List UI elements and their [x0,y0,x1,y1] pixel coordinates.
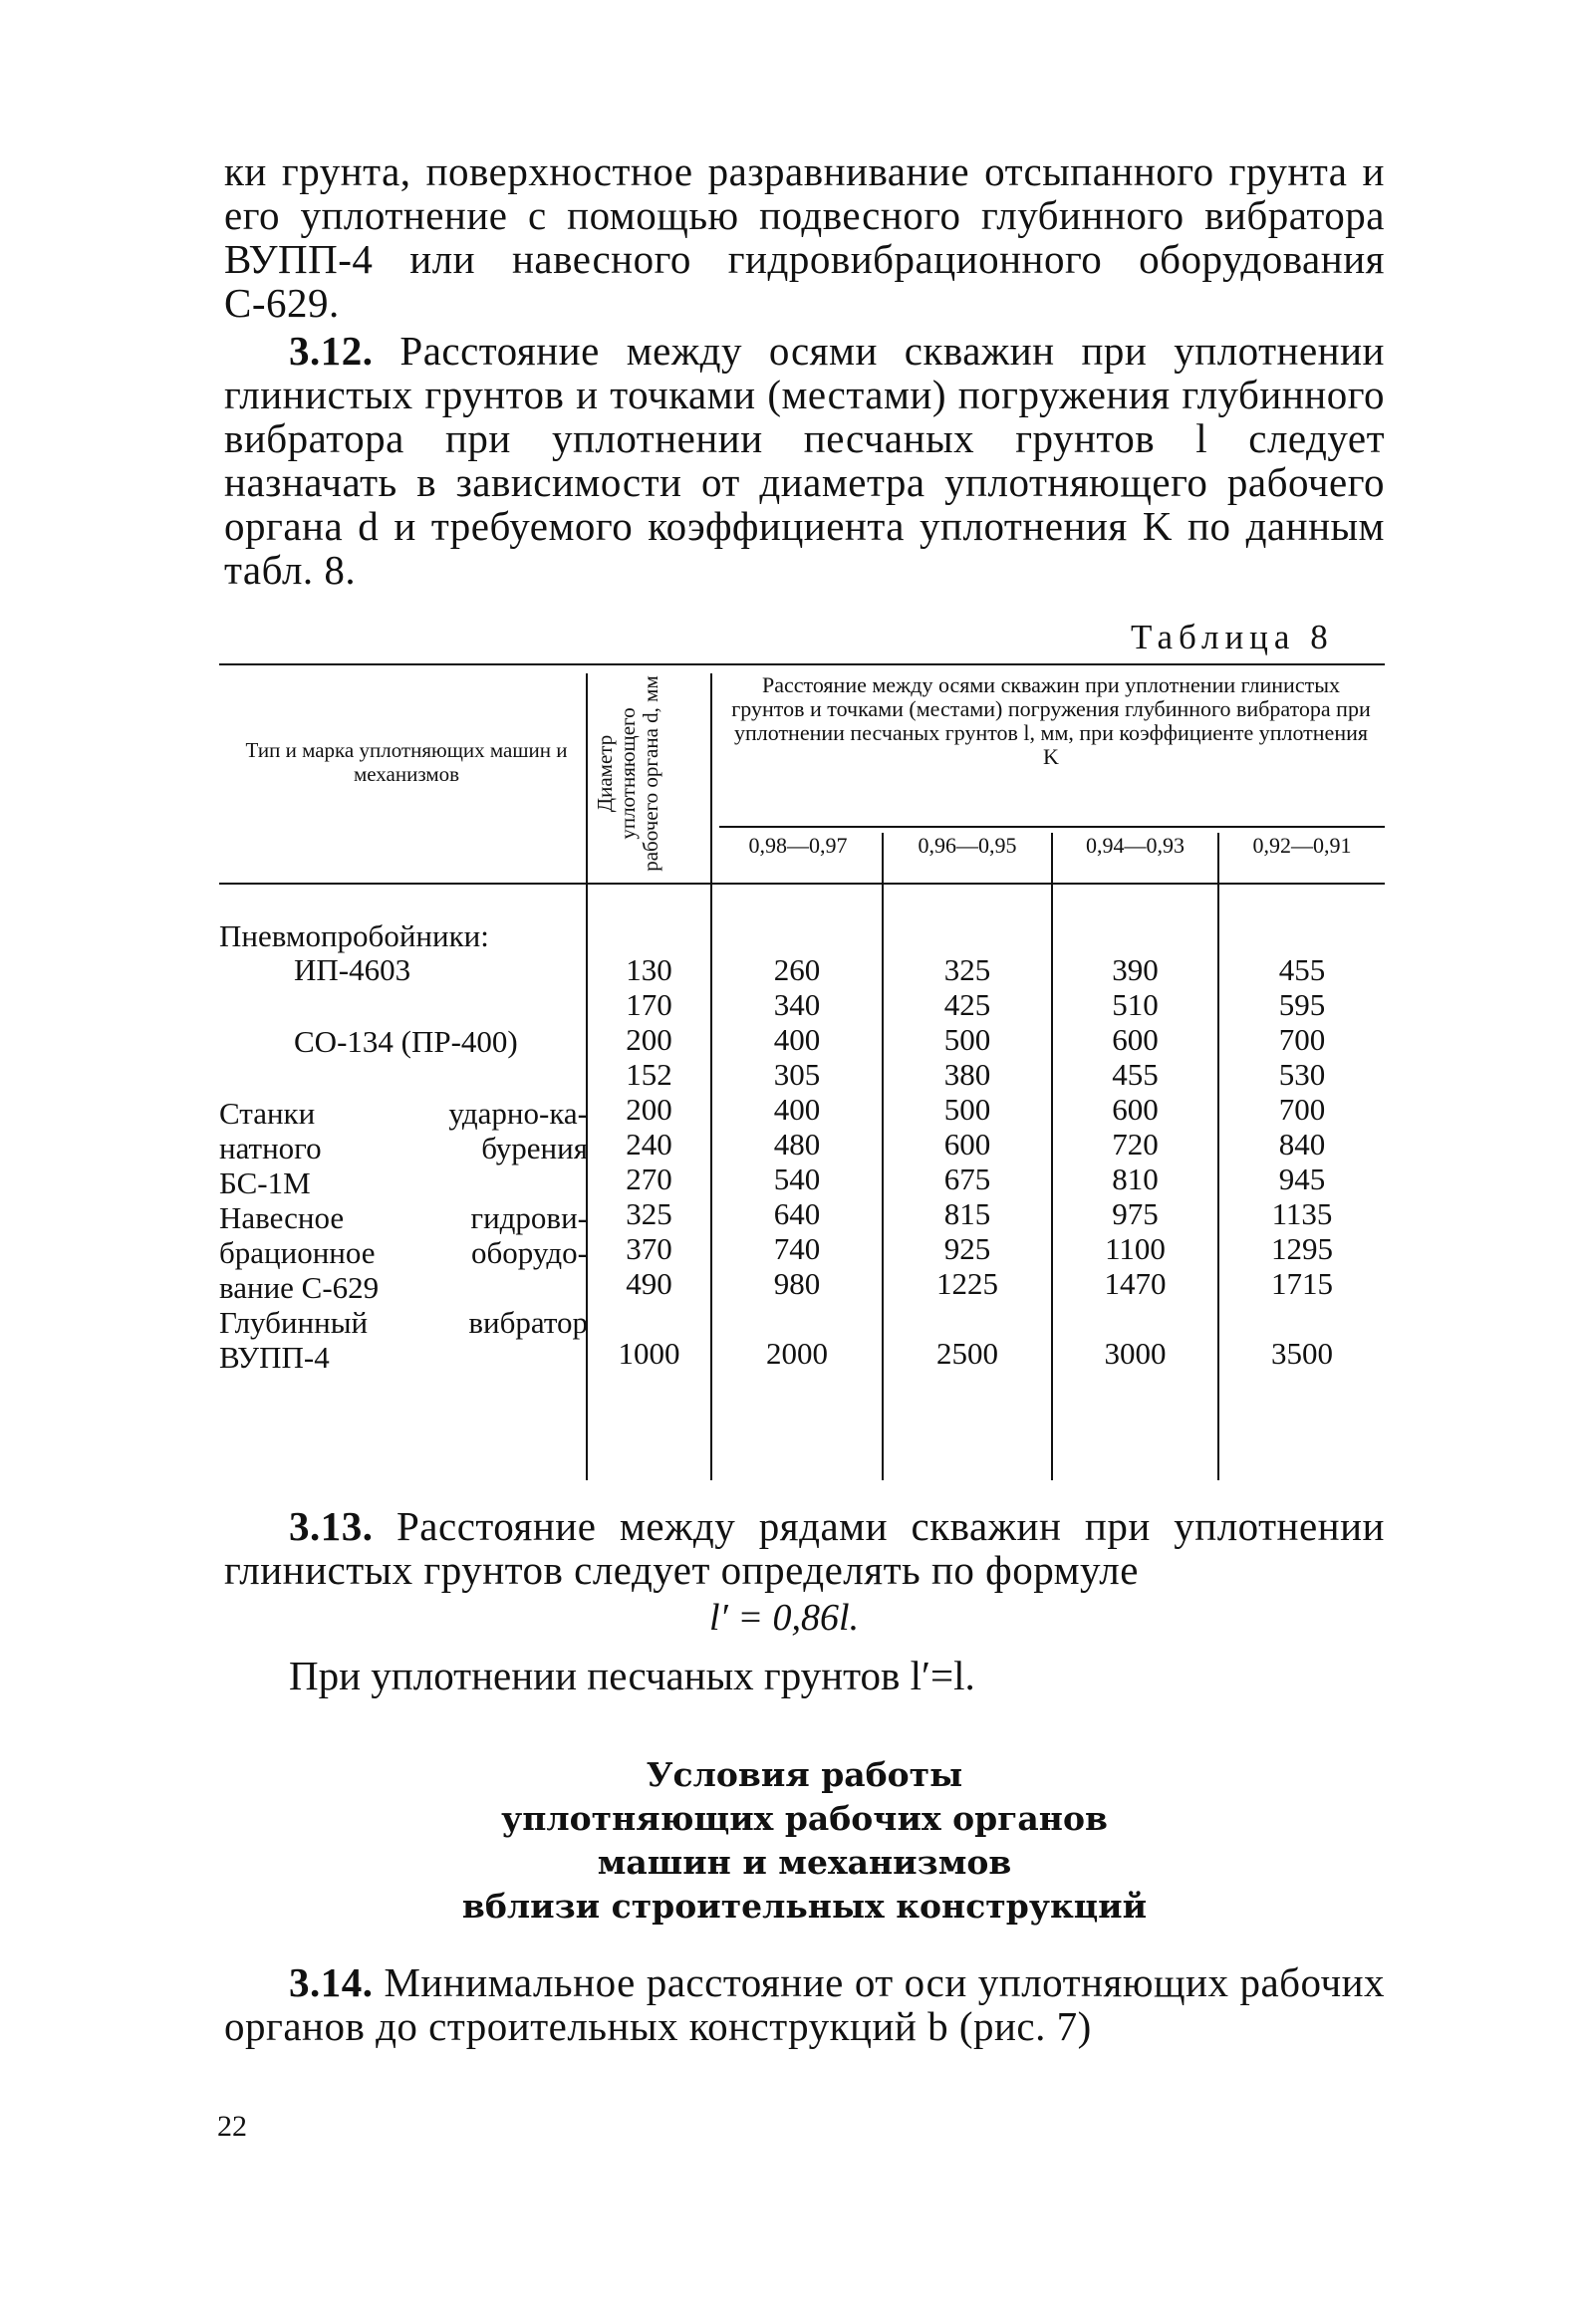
diameter-cell: 170 [626,987,672,1022]
distance-cell: 530 [1278,1057,1326,1092]
paragraph-text: ки грунта, поверхностное разравнивание отсыпанного грунта и его уплотнение с помощью подвесного глубинного вибратора ВУПП-4 или навесного гидровибрационного оборудования С-629. [224,148,1385,326]
distance-cell: 840 [1278,1127,1326,1162]
table-top-rule [219,663,1385,665]
distance-cell: 600 [943,1127,991,1162]
distance-cell: 400 [773,1092,821,1127]
distance-cell: 540 [773,1162,821,1196]
diameter-cell: 1000 [618,1336,680,1371]
distance-cell: 1135 [1271,1196,1333,1231]
distance-cell: 380 [943,1057,991,1092]
machine-s-629: вание С-629 [219,1270,380,1305]
machine-bs-1m: БС-1М [219,1165,311,1200]
distance-cell: 3500 [1271,1336,1333,1371]
section-title-line: вблизи строительных конструкций [461,1887,1148,1926]
distance-cell: 455 [1112,1057,1159,1092]
distance-cell: 3000 [1104,1336,1167,1371]
paragraph-sandy-soils: При уплотнении песчаных грунтов l′=l. [289,1653,975,1698]
machine-stanki-line-2 [219,1131,588,1165]
section-title-line: Условия работы [646,1755,963,1794]
machine-so-134: СО-134 (ПР-400) [294,1024,518,1059]
label-part: бурения [481,1131,588,1165]
diameter-cell: 130 [626,952,672,987]
paragraph-3-13 [224,1504,1385,1592]
distance-cell: 455 [1278,952,1326,987]
distance-cell: 595 [1278,987,1326,1022]
distance-cell: 425 [943,987,991,1022]
machine-stanki-line-1 [219,1096,588,1131]
section-title [224,1753,1385,1929]
diameter-cell: 200 [626,1092,672,1127]
distance-cell: 945 [1278,1162,1326,1196]
header-k-col-3: 0,94—0,93 [1086,833,1185,858]
paragraph-number: 3.13. [289,1503,374,1549]
distance-cell: 675 [943,1162,991,1196]
diameter-cell: 370 [626,1231,672,1266]
section-title-line: уплотняющих рабочих органов [501,1799,1108,1838]
page-number: 22 [217,2110,247,2143]
table-caption: Таблица 8 [1131,618,1334,656]
distance-cell: 600 [1112,1022,1159,1057]
machine-navesnoe-line-2 [219,1235,588,1270]
distance-cell: 700 [1278,1092,1326,1127]
header-sub-rule [719,826,1385,828]
paragraph-continuation [224,149,1385,325]
distance-cell: 1470 [1104,1266,1167,1301]
distance-cell: 390 [1112,952,1159,987]
distance-cell: 260 [773,952,821,987]
label-part: гидрови- [470,1200,588,1235]
distance-cell: 815 [943,1196,991,1231]
machine-vupp-line-1 [219,1305,588,1340]
paragraph-text: Расстояние между рядами скважин при уплотнении глинистых грунтов следует определять по формуле [224,1503,1385,1593]
distance-cell: 1295 [1271,1231,1333,1266]
diameter-cell: 200 [626,1022,672,1057]
distance-cell: 600 [1112,1092,1159,1127]
header-diameter-cell [590,668,709,880]
distance-cell: 1225 [936,1266,998,1301]
label-part: ударно-ка- [448,1096,588,1131]
distance-cell: 510 [1112,987,1159,1022]
header-k-col-2: 0,96—0,95 [918,833,1017,858]
distance-cell: 1100 [1105,1231,1166,1266]
label-part: брационное [219,1235,376,1270]
section-title-line: машин и механизмов [597,1843,1012,1882]
label-part: Глубинный [219,1305,369,1340]
label-part: оборудо- [470,1235,588,1270]
distance-cell: 1715 [1271,1266,1333,1301]
distance-cell: 480 [773,1127,821,1162]
label-part: Станки [219,1096,316,1131]
header-distance: Расстояние между осями скважин при уплотнении глинистых грунтов и точками (местами) погружения глубинного вибратора при уплотнении песчаных грунтов l, мм, при коэффициенте уплотнения K [731,672,1371,769]
diameter-cell: 240 [626,1127,672,1162]
formula: l′ = 0,86l. [709,1597,860,1639]
diameter-cell: 325 [626,1196,672,1231]
diameter-cell: 152 [626,1057,672,1092]
machine-vupp-4: ВУПП-4 [219,1340,330,1375]
distance-cell: 325 [943,952,991,987]
distance-cell: 500 [943,1022,991,1057]
distance-cell: 975 [1112,1196,1159,1231]
distance-cell: 740 [773,1231,821,1266]
distance-cell: 810 [1112,1162,1159,1196]
group-label: Пневмопробойники: [219,918,489,953]
distance-cell: 720 [1112,1127,1159,1162]
paragraph-text: Минимальное расстояние от оси уплотняющих рабочих органов до строительных конструкций b (рис. 7) [224,1959,1386,2049]
header-k-col-4: 0,92—0,91 [1252,833,1352,858]
header-machine: Тип и марка уплотняющих машин и механизмов [245,738,568,786]
label-part: Навесное [219,1200,345,1235]
distance-cell: 340 [773,987,821,1022]
diameter-cell: 270 [626,1162,672,1196]
paragraph-3-14 [224,1960,1385,2048]
distance-cell: 700 [1278,1022,1326,1057]
label-part: вибратор [468,1305,588,1340]
header-diameter: Диаметр уплотняющего рабочего органа d, мм [593,675,662,872]
distance-cell: 2000 [766,1336,828,1371]
paragraph-3-12 [224,329,1385,592]
paragraph-number: 3.14. [289,1959,374,2005]
distance-cell: 2500 [936,1336,998,1371]
distance-cell: 640 [773,1196,821,1231]
paragraph-text: Расстояние между осями скважин при уплотнении глинистых грунтов и точками (местами) погружения глубинного вибратора при уплотнении песчаных грунтов l следует назначать в зависимости от диаметра уплотняющего рабочего органа d и требуемого коэффициента уплотнения K по данным табл. 8. [224,328,1385,593]
machine-navesnoe-line-1 [219,1200,588,1235]
distance-cell: 305 [773,1057,821,1092]
header-bottom-rule [219,883,1385,885]
distance-cell: 400 [773,1022,821,1057]
machine-ip-4603: ИП-4603 [294,952,411,987]
paragraph-number: 3.12. [289,328,374,374]
distance-cell: 980 [773,1266,821,1301]
table-8 [219,663,1385,1480]
label-part: натного [219,1131,322,1165]
header-k-col-1: 0,98—0,97 [748,833,848,858]
distance-cell: 500 [943,1092,991,1127]
distance-cell: 925 [943,1231,991,1266]
diameter-cell: 490 [626,1266,672,1301]
